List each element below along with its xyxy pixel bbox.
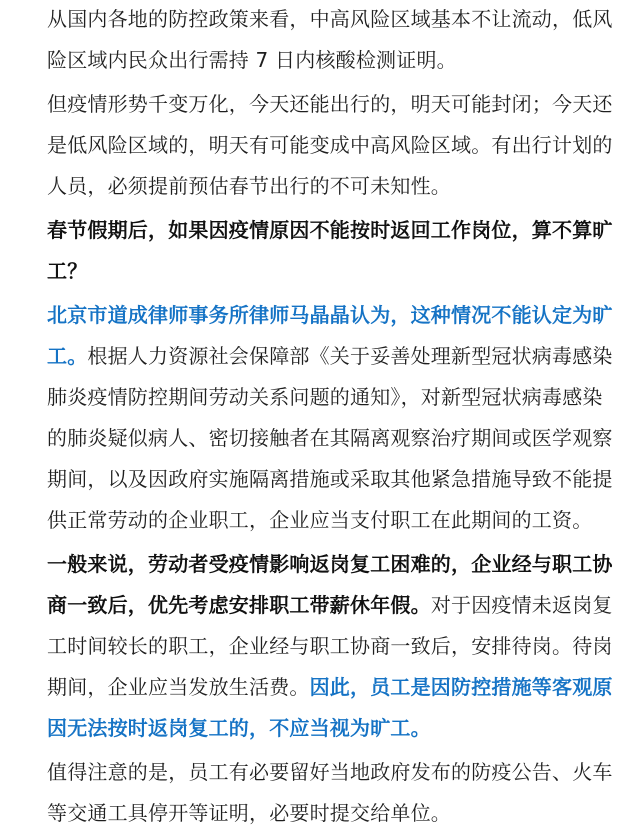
paragraph-annual-leave <box>47 544 622 749</box>
paragraph-lawyer-opinion <box>47 295 622 541</box>
paragraph-keep-proof: 值得注意的是，员工有必要留好当地政府发布的防疫公告、火车等交通工具停开等证明，必要时提交给单位。 <box>47 760 613 825</box>
annual-leave-text: 对于因疫情未返岗复工时间较长的职工，企业经与职工协商一致后，安排待岗。待岗期间，企业应当发放生活费。 <box>47 593 613 699</box>
conclusion-highlight: 因此，员工是因防控措施等客观原因无法按时返岗复工的，不应当视为旷工。 <box>47 675 613 740</box>
lawyer-opinion-highlight: 北京市道成律师事务所律师马晶晶认为，这种情况不能认定为旷工。 <box>47 303 613 368</box>
paragraph-travel-policy: 从国内各地的防控政策来看，中高风险区域基本不让流动，低风险区域内民众出行需持 7 日内核酸检测证明。 <box>47 7 613 72</box>
paragraph-epidemic-uncertainty: 但疫情形势千变万化，今天还能出行的，明天可能封闭；今天还是低风险区域的，明天有可能变成中高风险区域。有出行计划的人员，必须提前预估春节出行的不可未知性。 <box>47 92 613 198</box>
annual-leave-bold: 一般来说，劳动者受疫情影响返岗复工困难的，企业经与职工协商一致后，优先考虑安排职工带薪休年假。 <box>47 552 613 617</box>
lawyer-opinion-text: 根据人力资源社会保障部《关于妥善处理新型冠状病毒感染肺炎疫情防控期间劳动关系问题的通知》，对新型冠状病毒感染的肺炎疑似病人、密切接触者在其隔离观察治疗期间或医学观察期间，以及因政府实施隔离措施或采取其他紧急措施导致不能提供正常劳动的企业职工，企业应当支付职工在此期间的工资。 <box>47 344 613 532</box>
question-heading: 春节假期后，如果因疫情原因不能按时返回工作岗位，算不算旷工？ <box>47 218 613 283</box>
